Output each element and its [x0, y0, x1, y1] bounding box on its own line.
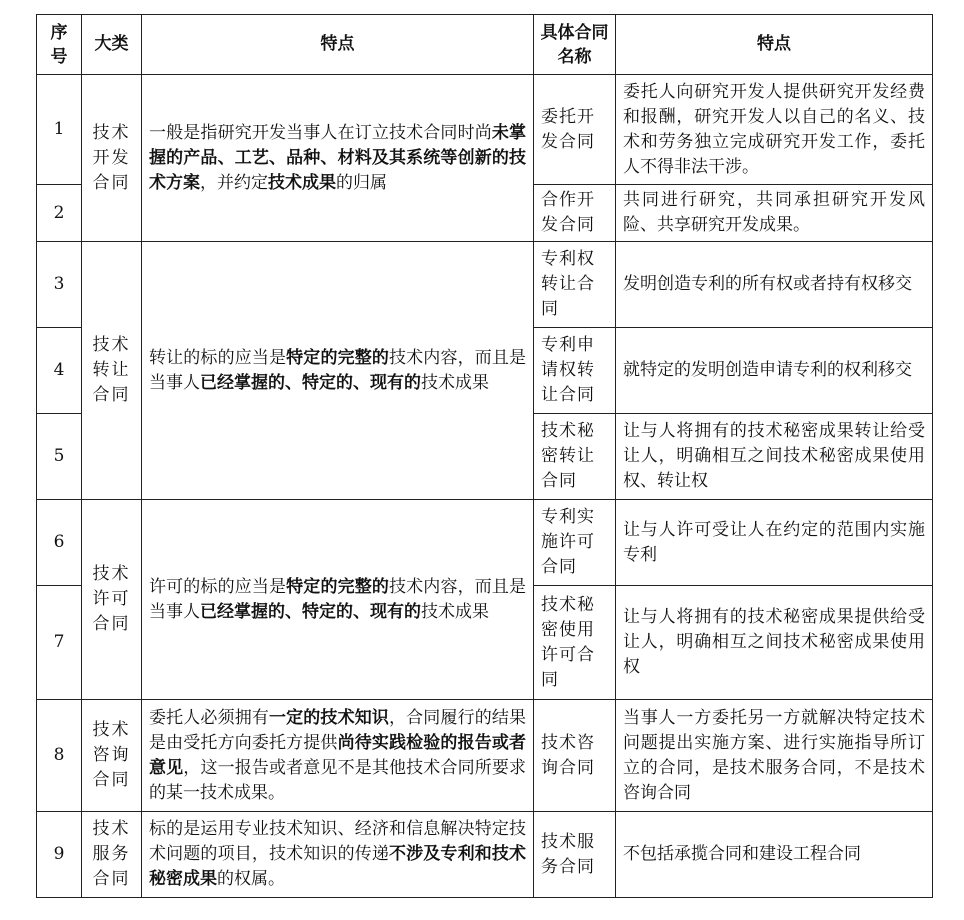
row-number: 2	[37, 185, 82, 242]
contract-feature-cell: 让与人许可受让人在约定的范围内实施专利	[616, 500, 933, 586]
contract-feature-cell: 共同进行研究，共同承担研究开发风险、共享研究开发成果。	[616, 185, 933, 242]
feature-emphasis: 特定的完整的	[286, 576, 390, 597]
contract-name-line: 密使用	[541, 619, 595, 640]
category-line: 开发	[92, 147, 131, 168]
row-number: 8	[37, 700, 82, 812]
feature-text: 一般是指研究开发当事人在订立技术合同时尚	[149, 122, 492, 143]
row-number: 5	[37, 414, 82, 500]
feature-text: ，合同履行的结果是由受托方向委托方提供	[149, 707, 526, 753]
contract-name-line: 合同	[541, 557, 577, 577]
contract-name-cell	[534, 75, 616, 185]
contract-name-line: 施许可	[541, 532, 595, 552]
category-feature-cell	[142, 242, 534, 500]
contract-name-line: 请权转	[541, 360, 595, 380]
category-line: 技术	[92, 122, 131, 143]
category-line: 许可	[92, 589, 131, 609]
table-row	[37, 75, 933, 185]
contract-name-cell	[534, 700, 616, 812]
table-row	[37, 700, 933, 812]
contract-feature-cell: 当事人一方委托另一方就解决特定技术问题提出实施方案、进行实施指导所订立的合同，是技术服务合同，不是技术咨询合同	[616, 700, 933, 812]
contract-name-line: 同	[541, 299, 559, 319]
category-feature-cell	[142, 500, 534, 700]
contract-name-line: 发合同	[541, 215, 595, 235]
contract-name-line: 同	[541, 669, 559, 690]
contract-name-line: 技术秘	[541, 594, 595, 615]
contract-name-line: 许可合	[541, 644, 595, 665]
feature-text: 的归属	[336, 172, 387, 193]
row-number: 6	[37, 500, 82, 586]
row-number: 7	[37, 586, 82, 700]
feature-text: ，并约定	[200, 172, 268, 193]
feature-text: 的权属。	[217, 869, 285, 889]
table-header-row	[37, 15, 933, 75]
contract-name-line: 专利实	[541, 507, 595, 527]
feature-emphasis: 特定的完整的	[286, 347, 390, 368]
category-line: 合同	[92, 172, 131, 193]
header-feature: 特点	[142, 15, 534, 75]
contract-name-line: 专利申	[541, 335, 595, 355]
contract-feature-cell: 让与人将拥有的技术秘密成果提供给受让人，明确相互之间技术秘密成果使用权	[616, 586, 933, 700]
contract-feature-cell: 委托人向研究开发人提供研究开发经费和报酬，研究开发人以自己的名义、技术和劳务独立完成研究开发工作，委托人不得非法干涉。	[616, 75, 933, 185]
feature-text: 标的是运用专业技术知识、经济和信息解决特定技术问题的项目，技术知识的传递	[149, 819, 526, 864]
feature-text: 技术成果	[421, 372, 489, 393]
contract-name-line: 询合同	[541, 757, 595, 778]
category-line: 技术	[92, 720, 131, 740]
header-no: 序号	[37, 15, 82, 75]
contract-name-cell	[534, 185, 616, 242]
contract-feature-cell: 发明创造专利的所有权或者持有权移交	[616, 242, 933, 328]
contract-types-table	[36, 14, 933, 898]
contract-name-line: 合作开	[541, 190, 595, 210]
contract-name-line: 技术服	[541, 831, 595, 852]
contract-feature-cell: 不包括承揽合同和建设工程合同	[616, 812, 933, 898]
feature-text: ，这一报告或者意见不是其他技术合同所要求的某一技术成果。	[149, 757, 527, 803]
contract-name-line: 委托开	[541, 106, 595, 127]
category-cell	[82, 500, 142, 700]
category-line: 技术	[92, 564, 131, 584]
header-category: 大类	[82, 15, 142, 75]
contract-feature-cell: 让与人将拥有的技术秘密成果转让给受让人，明确相互之间技术秘密成果使用权、转让权	[616, 414, 933, 500]
category-line: 咨询	[92, 745, 131, 765]
category-line: 合同	[92, 770, 131, 790]
contract-name-cell	[534, 586, 616, 700]
contract-name-line: 让合同	[541, 385, 595, 405]
category-feature-cell	[142, 812, 534, 898]
category-cell	[82, 700, 142, 812]
feature-text: 技术成果	[421, 601, 489, 622]
category-line: 合同	[92, 385, 131, 405]
feature-emphasis: 技术成果	[268, 172, 336, 193]
feature-text: 委托人必须拥有	[149, 707, 269, 728]
feature-emphasis: 一定的技术知识	[269, 707, 389, 728]
category-cell	[82, 75, 142, 242]
feature-text: 技术内容，而且是当事人	[149, 576, 527, 622]
category-line: 转让	[92, 360, 131, 380]
header-contract-name: 具体合同名称	[534, 15, 616, 75]
contract-name-line: 发合同	[541, 131, 595, 152]
feature-text: 转让的标的应当是	[149, 347, 287, 368]
category-line: 合同	[92, 614, 131, 634]
contract-name-line: 务合同	[541, 856, 595, 877]
feature-text: 许可的标的应当是	[149, 576, 287, 597]
contract-name-cell	[534, 242, 616, 328]
category-line: 技术	[92, 335, 131, 355]
feature-emphasis: 尚待实践检验的报告或者意见	[149, 732, 527, 778]
contract-name-line: 合同	[541, 471, 577, 491]
feature-emphasis: 已经掌握的、特定的、现有的	[200, 601, 421, 622]
feature-text: 技术内容，而且是当事人	[149, 347, 527, 393]
contract-feature-cell: 就特定的发明创造申请专利的权利移交	[616, 328, 933, 414]
contract-name-cell	[534, 812, 616, 898]
category-cell	[82, 242, 142, 500]
feature-emphasis: 不涉及专利和技术秘密成果	[149, 844, 526, 889]
feature-emphasis: 已经掌握的、特定的、现有的	[200, 372, 421, 393]
contract-name-cell	[534, 414, 616, 500]
row-number: 1	[37, 75, 82, 185]
contract-name-line: 转让合	[541, 274, 595, 294]
row-number: 9	[37, 812, 82, 898]
category-feature-cell	[142, 75, 534, 242]
category-line: 合同	[92, 869, 131, 889]
contract-name-line: 专利权	[541, 249, 595, 269]
contract-name-line: 技术咨	[541, 732, 595, 753]
table-row	[37, 500, 933, 586]
header-contract-feature: 特点	[616, 15, 933, 75]
table-row	[37, 242, 933, 328]
contract-name-cell	[534, 328, 616, 414]
row-number: 4	[37, 328, 82, 414]
category-line: 服务	[92, 844, 131, 864]
category-feature-cell	[142, 700, 534, 812]
feature-emphasis: 未掌握的产品、工艺、品种、材料及其系统等创新的技术方案	[149, 122, 527, 193]
contract-table-document	[36, 14, 932, 898]
row-number: 3	[37, 242, 82, 328]
table-row	[37, 812, 933, 898]
contract-name-line: 技术秘	[541, 421, 595, 441]
contract-name-line: 密转让	[541, 446, 595, 466]
category-cell	[82, 812, 142, 898]
table-body	[37, 75, 933, 898]
contract-name-cell	[534, 500, 616, 586]
category-line: 技术	[92, 819, 131, 839]
